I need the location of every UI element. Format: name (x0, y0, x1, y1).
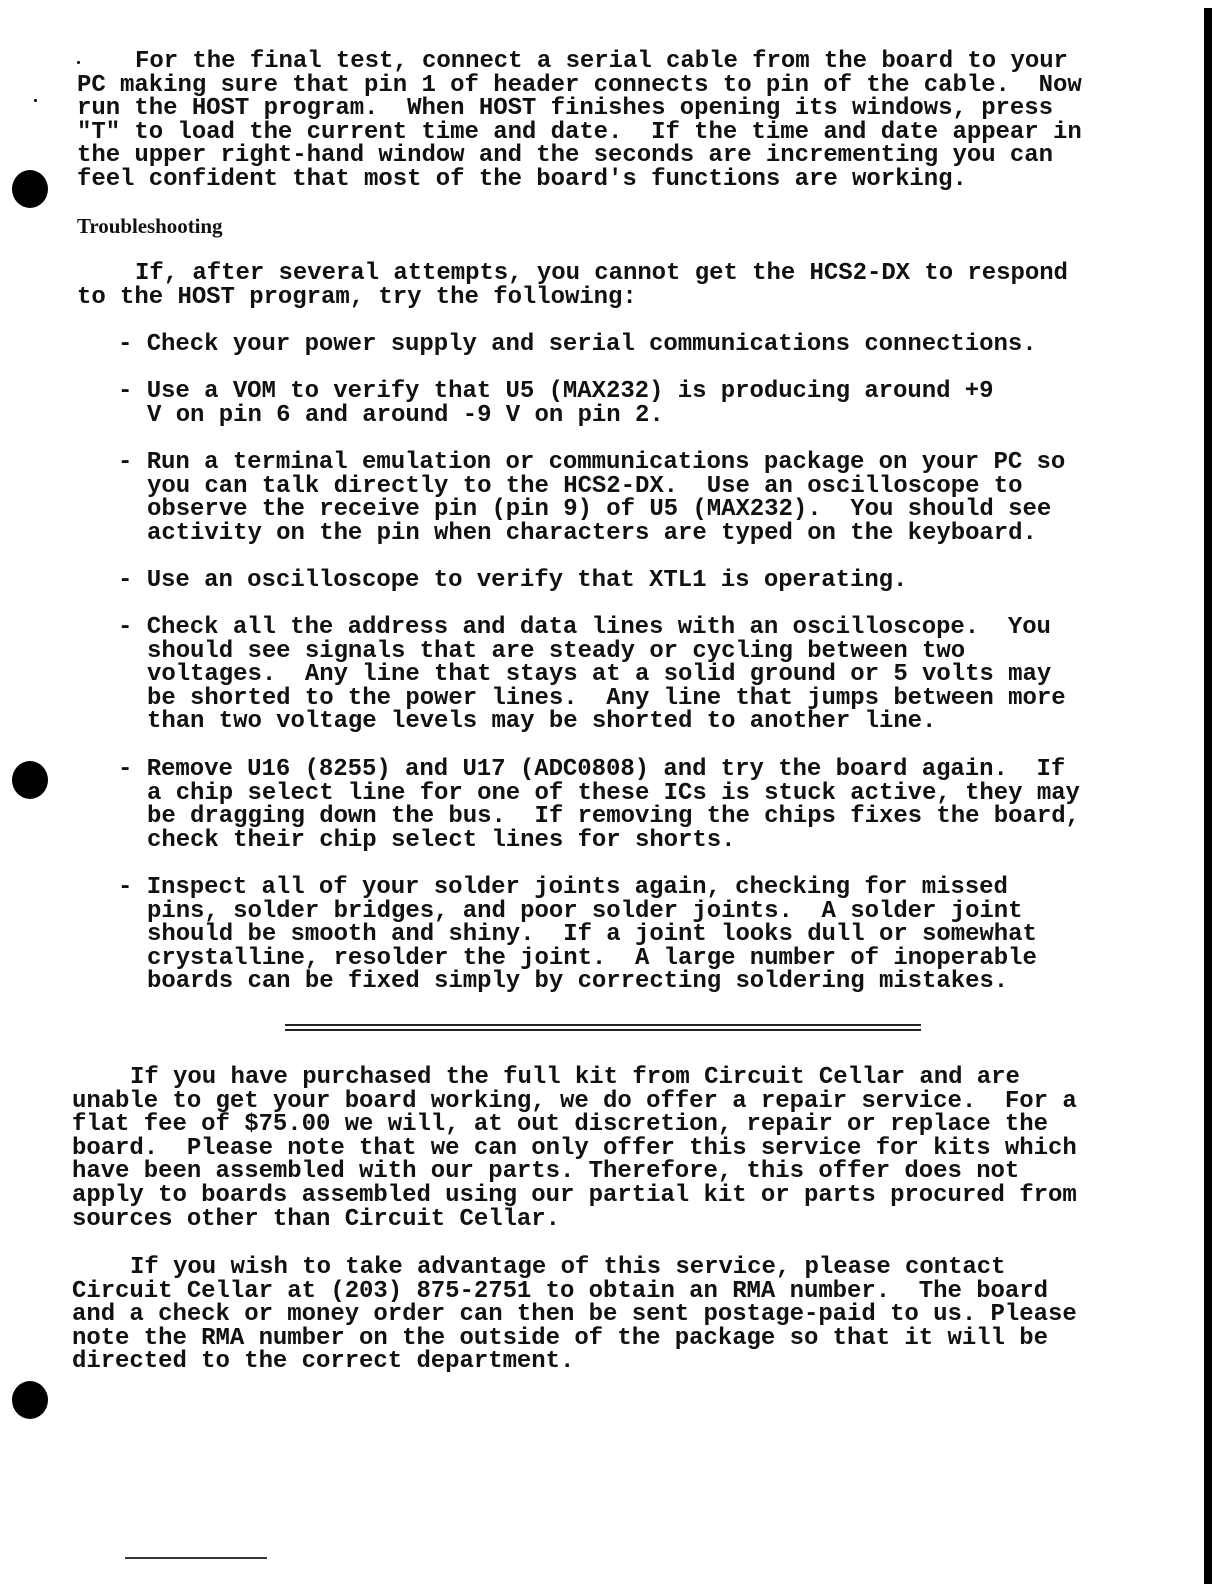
bullet-item (118, 758, 1080, 852)
bullet-item (118, 569, 907, 593)
text-line: If you wish to take advantage of this service, please contact (130, 1254, 1006, 1281)
text-line: have been assembled with our parts. Therefore, this offer does not (72, 1158, 1020, 1186)
text-line: voltages. Any line that stays at a solid ground or 5 volts may (147, 661, 1052, 689)
footnote-rule (125, 1557, 267, 1559)
text-line: - Check your power supply and serial communications connections. (118, 331, 1037, 358)
text-line: crystalline, resolder the joint. A large number of inoperable (147, 944, 1037, 972)
contact-paragraph (72, 1256, 1077, 1374)
divider-rule (285, 1024, 921, 1026)
text-line: be dragging down the bus. If removing the chips fixes the board, (147, 803, 1080, 831)
binder-hole (12, 761, 48, 799)
text-line: you can talk directly to the HCS2-DX. Use an oscilloscope to (147, 472, 1023, 500)
text-line: - Remove U16 (8255) and U17 (ADC0808) and try the board again. If (118, 756, 1066, 783)
scan-speck (34, 99, 37, 102)
text-line: If, after several attempts, you cannot get the HCS2-DX to respond (135, 260, 1068, 287)
text-line: and a check or money order can then be sent postage-paid to us. Please (72, 1301, 1077, 1329)
text-line: activity on the pin when characters are typed on the keyboard. (147, 519, 1037, 547)
text-line: be shorted to the power lines. Any line that jumps between more (147, 684, 1066, 712)
text-line: - Inspect all of your solder joints again, checking for missed (118, 874, 1008, 901)
text-line: to the HOST program, try the following: (77, 283, 637, 311)
text-line: - Check all the address and data lines with an oscilloscope. You (118, 614, 1051, 641)
text-line: apply to boards assembled using our partial kit or parts procured from (72, 1181, 1077, 1209)
bullet-item (118, 451, 1065, 545)
text-line: boards can be fixed simply by correcting soldering mistakes. (147, 968, 1009, 996)
binder-hole (12, 170, 48, 208)
text-line: PC making sure that pin 1 of header connects to pin of the cable. Now (77, 71, 1082, 99)
text-line: For the final test, connect a serial cable from the board to your (135, 48, 1068, 75)
text-line: Circuit Cellar at (203) 875-2751 to obtain an RMA number. The board (72, 1277, 1048, 1305)
text-line: "T" to load the current time and date. If the time and date appear in (77, 118, 1082, 146)
section-heading: Troubleshooting (77, 214, 223, 238)
text-line: check their chip select lines for shorts. (147, 826, 736, 854)
text-line: flat fee of $75.00 we will, at out discretion, repair or replace the (72, 1111, 1048, 1139)
page-edge-bar (1204, 8, 1212, 1584)
text-line: V on pin 6 and around -9 V on pin 2. (147, 401, 664, 429)
repair-paragraph (72, 1066, 1077, 1231)
text-line: should see signals that are steady or cycling between two (147, 637, 966, 665)
text-line: run the HOST program. When HOST finishes opening its windows, press (77, 95, 1053, 123)
text-line: a chip select line for one of these ICs is stuck active, they may (147, 779, 1080, 807)
bullet-item (118, 333, 1037, 357)
text-line: - Run a terminal emulation or communications package on your PC so (118, 449, 1066, 476)
text-line: the upper right-hand window and the seconds are incrementing you can (77, 142, 1053, 170)
text-line: sources other than Circuit Cellar. (72, 1205, 560, 1233)
bullet-item (118, 876, 1037, 994)
bullet-item (118, 616, 1066, 734)
text-line: directed to the correct department. (72, 1348, 575, 1376)
text-line: feel confident that most of the board's functions are working. (77, 165, 967, 193)
text-line: note the RMA number on the outside of the package so that it will be (72, 1324, 1048, 1352)
text-line: - Use a VOM to verify that U5 (MAX232) is producing around +9 (118, 378, 994, 405)
text-line: pins, solder bridges, and poor solder joints. A solder joint (147, 897, 1023, 925)
text-line: If you have purchased the full kit from Circuit Cellar and are (130, 1064, 1020, 1091)
binder-hole (12, 1381, 48, 1419)
text-line: - Use an oscilloscope to verify that XTL1 is operating. (118, 567, 908, 594)
text-line: than two voltage levels may be shorted to another line. (147, 708, 937, 736)
text-line: unable to get your board working, we do offer a repair service. For a (72, 1087, 1077, 1115)
text-line: board. Please note that we can only offer this service for kits which (72, 1134, 1077, 1162)
text-line: observe the receive pin (pin 9) of U5 (MAX232). You should see (147, 496, 1052, 524)
divider-rule (285, 1029, 921, 1031)
troubleshooting-intro (77, 262, 1068, 309)
text-line: should be smooth and shiny. If a joint looks dull or somewhat (147, 921, 1037, 949)
bullet-item (118, 380, 994, 427)
intro-paragraph (77, 50, 1082, 192)
